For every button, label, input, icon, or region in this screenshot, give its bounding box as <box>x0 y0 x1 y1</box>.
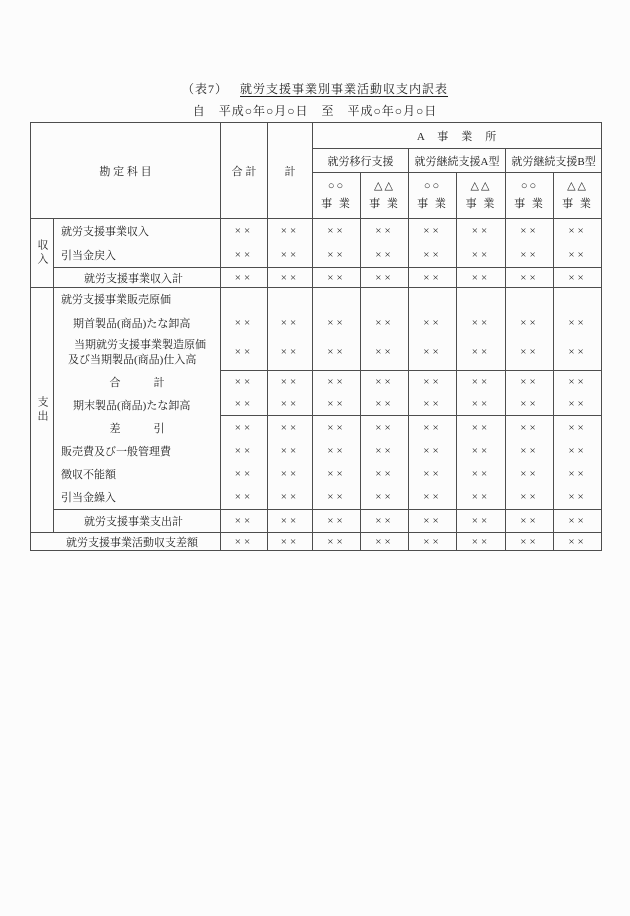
value-cell: ×× <box>313 371 361 394</box>
value-cell: ×× <box>221 440 268 463</box>
value-cell: ×× <box>268 311 313 335</box>
business-suffix: 事 業 <box>465 197 497 210</box>
value-cell: ×× <box>409 219 457 243</box>
value-cell: ×× <box>268 243 313 268</box>
value-cell: ×× <box>457 533 506 551</box>
value-cell: ×× <box>409 243 457 268</box>
value-cell <box>457 288 506 311</box>
business-mark: ○○ <box>423 180 442 193</box>
value-cell <box>361 288 409 311</box>
value-cell: ×× <box>221 463 268 486</box>
value-cell: ×× <box>361 371 409 394</box>
header-business-col <box>313 173 361 219</box>
value-cell: ×× <box>457 219 506 243</box>
value-cell: ×× <box>221 486 268 510</box>
value-cell: ×× <box>313 416 361 440</box>
value-cell: ×× <box>221 394 268 416</box>
value-cell: ×× <box>313 440 361 463</box>
value-cell: ×× <box>361 416 409 440</box>
value-cell <box>409 288 457 311</box>
value-cell: ×× <box>506 335 554 371</box>
value-cell: ×× <box>313 311 361 335</box>
net-balance-label: 就労支援事業活動収支差額 <box>31 533 221 551</box>
table-row <box>31 416 602 440</box>
section-label-text: 収入 <box>36 239 48 267</box>
value-cell: ×× <box>457 416 506 440</box>
value-cell: ×× <box>361 268 409 288</box>
value-cell: ×× <box>457 335 506 371</box>
value-cell: ×× <box>268 416 313 440</box>
value-cell: ×× <box>409 371 457 394</box>
value-cell: ×× <box>268 335 313 371</box>
breakdown-table <box>30 122 602 551</box>
value-cell: ×× <box>457 440 506 463</box>
value-cell: ×× <box>361 510 409 533</box>
row-label: 就労支援事業収入 <box>54 219 221 243</box>
row-label: 期首製品(商品)たな卸高 <box>54 311 221 335</box>
value-cell: ×× <box>457 510 506 533</box>
business-mark: ○○ <box>520 180 539 193</box>
header-business-col <box>554 173 602 219</box>
value-cell: ×× <box>554 311 602 335</box>
table-row <box>31 268 602 288</box>
table-row <box>31 311 602 335</box>
value-cell: ×× <box>361 440 409 463</box>
value-cell: ×× <box>221 219 268 243</box>
business-mark: △△ <box>567 180 588 193</box>
business-mark: ○○ <box>327 180 346 193</box>
header-account-title: 勘 定 科 目 <box>31 123 221 219</box>
header-office-total: 計 <box>268 123 313 219</box>
value-cell: ×× <box>409 311 457 335</box>
value-cell: ×× <box>361 243 409 268</box>
value-cell: ×× <box>268 486 313 510</box>
value-cell: ×× <box>506 486 554 510</box>
header-row-office <box>31 123 602 149</box>
value-cell: ×× <box>457 371 506 394</box>
row-label: 就労支援事業販売原価 <box>54 288 221 311</box>
value-cell: ×× <box>506 268 554 288</box>
value-cell: ×× <box>268 533 313 551</box>
value-cell: ×× <box>268 463 313 486</box>
value-cell: ×× <box>313 394 361 416</box>
value-cell <box>554 288 602 311</box>
table-row <box>31 394 602 416</box>
value-cell: ×× <box>313 268 361 288</box>
value-cell: ×× <box>361 219 409 243</box>
table-row <box>31 486 602 510</box>
value-cell: ×× <box>221 268 268 288</box>
value-cell: ×× <box>506 371 554 394</box>
value-cell: ×× <box>554 394 602 416</box>
value-cell <box>268 288 313 311</box>
business-mark: △△ <box>470 180 492 193</box>
value-cell: ×× <box>268 440 313 463</box>
table-row <box>31 243 602 268</box>
row-label: 差 引 <box>54 416 221 440</box>
value-cell: ×× <box>554 486 602 510</box>
table-row <box>31 335 602 371</box>
business-suffix: 事 業 <box>321 197 352 210</box>
table-row <box>31 288 602 311</box>
value-cell: ×× <box>457 394 506 416</box>
value-cell: ×× <box>554 463 602 486</box>
table-row <box>31 533 602 551</box>
row-label-line2: 及び当期製品(商品)仕入高 <box>68 353 197 366</box>
value-cell: ×× <box>268 219 313 243</box>
row-label: 合 計 <box>54 371 221 394</box>
value-cell: ×× <box>409 394 457 416</box>
value-cell <box>313 288 361 311</box>
business-suffix: 事 業 <box>562 197 593 210</box>
header-business-col <box>506 173 554 219</box>
section-label-income <box>31 219 54 288</box>
value-cell: ×× <box>506 510 554 533</box>
table-row <box>31 371 602 394</box>
value-cell: ×× <box>506 311 554 335</box>
table-row <box>31 440 602 463</box>
value-cell: ×× <box>457 311 506 335</box>
value-cell: ×× <box>554 440 602 463</box>
value-cell: ×× <box>361 394 409 416</box>
business-suffix: 事 業 <box>369 197 400 210</box>
value-cell: ×× <box>313 533 361 551</box>
business-mark: △△ <box>374 180 395 193</box>
header-support-type-b: 就労継続支援B型 <box>506 149 602 173</box>
value-cell: ×× <box>409 440 457 463</box>
value-cell: ×× <box>409 416 457 440</box>
value-cell: ×× <box>506 243 554 268</box>
value-cell <box>506 288 554 311</box>
value-cell: ×× <box>554 371 602 394</box>
value-cell: ×× <box>554 416 602 440</box>
business-suffix: 事 業 <box>514 197 545 210</box>
header-business-col <box>457 173 506 219</box>
document-title <box>0 80 630 97</box>
row-label: 期末製品(商品)たな卸高 <box>54 394 221 416</box>
row-label: 就労支援事業収入計 <box>54 268 221 288</box>
value-cell: ×× <box>409 463 457 486</box>
value-cell: ×× <box>361 335 409 371</box>
value-cell: ×× <box>457 243 506 268</box>
value-cell: ×× <box>506 533 554 551</box>
value-cell: ×× <box>221 416 268 440</box>
value-cell: ×× <box>457 463 506 486</box>
table-row <box>31 510 602 533</box>
header-support-type-a: 就労継続支援A型 <box>409 149 506 173</box>
value-cell: ×× <box>506 394 554 416</box>
header-office-group: A 事 業 所 <box>313 123 602 149</box>
value-cell: ×× <box>506 440 554 463</box>
title-block <box>0 80 630 119</box>
value-cell: ×× <box>457 486 506 510</box>
period-line: 自 平成○年○月○日 至 平成○年○月○日 <box>192 104 438 118</box>
value-cell: ×× <box>409 335 457 371</box>
value-cell <box>221 288 268 311</box>
value-cell: ×× <box>313 243 361 268</box>
value-cell: ×× <box>361 533 409 551</box>
value-cell: ×× <box>268 394 313 416</box>
value-cell: ×× <box>221 510 268 533</box>
value-cell: ×× <box>554 533 602 551</box>
value-cell: ×× <box>221 335 268 371</box>
value-cell: ×× <box>361 311 409 335</box>
header-support-type-transition: 就労移行支援 <box>313 149 409 173</box>
row-label: 引当金繰入 <box>54 486 221 510</box>
value-cell: ×× <box>313 486 361 510</box>
header-grand-total: 合 計 <box>221 123 268 219</box>
row-label: 徴収不能額 <box>54 463 221 486</box>
value-cell: ×× <box>554 243 602 268</box>
row-label: 就労支援事業支出計 <box>54 510 221 533</box>
value-cell: ×× <box>313 219 361 243</box>
value-cell: ×× <box>361 486 409 510</box>
value-cell: ×× <box>554 335 602 371</box>
row-label-line1: 当期就労支援事業製造原価 <box>74 339 206 352</box>
value-cell: ×× <box>409 510 457 533</box>
value-cell: ×× <box>221 371 268 394</box>
value-cell: ×× <box>221 533 268 551</box>
row-label <box>54 335 221 371</box>
value-cell: ×× <box>409 486 457 510</box>
row-label: 引当金戻入 <box>54 243 221 268</box>
value-cell: ×× <box>313 335 361 371</box>
value-cell: ×× <box>554 219 602 243</box>
header-business-col <box>361 173 409 219</box>
value-cell: ×× <box>506 463 554 486</box>
value-cell: ×× <box>554 268 602 288</box>
value-cell: ×× <box>409 533 457 551</box>
value-cell: ×× <box>457 268 506 288</box>
table-row <box>31 219 602 243</box>
value-cell: ×× <box>313 463 361 486</box>
value-cell: ×× <box>554 510 602 533</box>
value-cell: ×× <box>506 416 554 440</box>
row-label: 販売費及び一般管理費 <box>54 440 221 463</box>
value-cell: ×× <box>221 243 268 268</box>
title-prefix: （表7） <box>181 82 228 96</box>
header-business-col <box>409 173 457 219</box>
value-cell: ×× <box>409 268 457 288</box>
value-cell: ×× <box>361 463 409 486</box>
value-cell: ×× <box>268 510 313 533</box>
value-cell: ×× <box>221 311 268 335</box>
business-suffix: 事 業 <box>417 197 448 210</box>
value-cell: ×× <box>506 219 554 243</box>
value-cell: ×× <box>268 268 313 288</box>
section-label-expense <box>31 288 54 533</box>
value-cell: ×× <box>268 371 313 394</box>
value-cell: ×× <box>313 510 361 533</box>
section-label-text: 支出 <box>36 396 48 424</box>
table-row <box>31 463 602 486</box>
title-main: 就労支援事業別事業活動収支内訳表 <box>240 82 449 96</box>
